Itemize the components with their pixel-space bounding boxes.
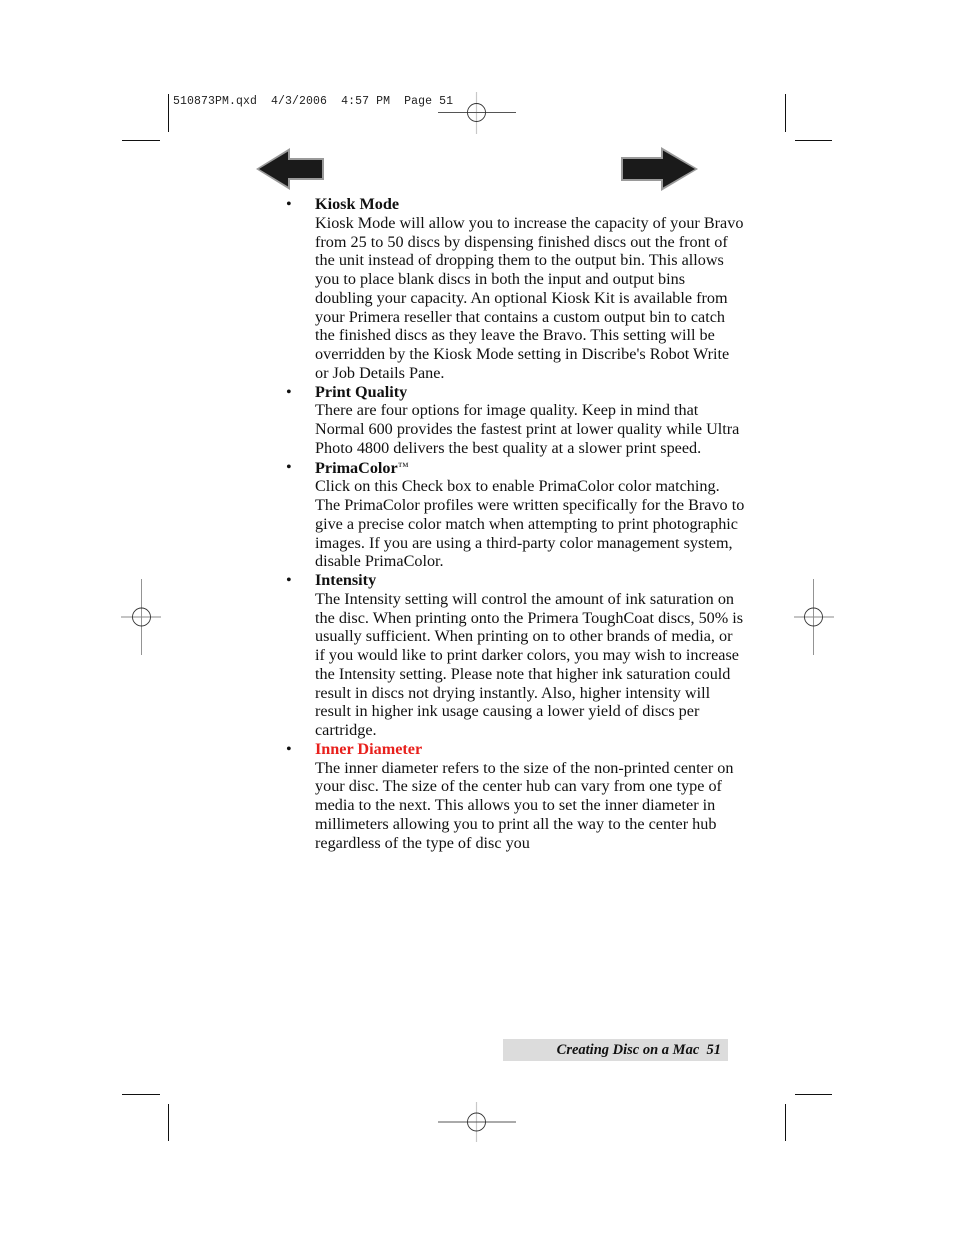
crop-mark-top-right-horizontal	[795, 140, 832, 141]
crop-mark-bottom-right-horizontal	[795, 1094, 832, 1095]
item-heading-highlighted: Inner Diameter	[315, 739, 423, 758]
trademark-symbol: ™	[397, 460, 409, 473]
crop-mark-top-right-vertical	[785, 94, 786, 132]
item-body: Click on this Check box to enable PrimaColor color matching. The PrimaColor profiles were written specifically for the Bravo to give a precise color match when attempting to print photographic images. If you are using a third-party color management system, disable PrimaColor.	[315, 477, 745, 571]
footer-page-number: 51	[706, 1042, 721, 1058]
item-body: The inner diameter refers to the size of the non-printed center on your disc. The size of the center hub can vary from one type of media to the next. This allows you to set the inner diameter in millimeters allowing you to print all the way to the center hub regardless of the type of disc you	[315, 758, 734, 852]
item-heading	[315, 458, 746, 478]
right-arrow-icon	[620, 146, 700, 192]
bullet: •	[286, 382, 292, 401]
previous-page-button[interactable]	[254, 146, 326, 192]
next-page-button[interactable]	[620, 146, 700, 192]
slug-date: 4/3/2006	[271, 95, 328, 108]
running-footer	[503, 1039, 728, 1061]
footer-section-title: Creating Disc on a Mac	[556, 1042, 700, 1058]
list-item-intensity	[286, 571, 746, 740]
bullet: •	[286, 195, 292, 213]
item-body: There are four options for image quality. Keep in mind that Normal 600 provides the fastest print at lower quality while Ultra Photo 4800 delivers the best quality at a slower print speed.	[315, 401, 740, 457]
registration-mark-bottom	[438, 1102, 516, 1142]
list-item-primacolor	[286, 458, 746, 572]
crop-mark-bottom-left-horizontal	[122, 1094, 160, 1095]
print-slug	[173, 95, 453, 108]
crop-mark-bottom-left-vertical	[168, 1104, 169, 1141]
item-heading-text: PrimaColor	[315, 458, 398, 477]
item-body: Kiosk Mode will allow you to increase the capacity of your Bravo from 25 to 50 discs by dispensing finished discs out the front of the unit instead of dropping them to the output bin. This allows you to place blank discs in both the input and output bins doubling your capacity. An optional Kiosk Kit is available from your Primera reseller that contains a custom output bin to catch the finished discs as they leave the Bravo. This setting will be overridden by the Kiosk Mode setting in Discribe's Robot Write or Job Details Pane.	[315, 213, 744, 382]
registration-mark-right	[794, 579, 834, 655]
registration-mark-top	[438, 92, 516, 134]
slug-time: 4:57 PM	[341, 95, 391, 108]
item-heading: Kiosk Mode	[315, 195, 400, 213]
bullet: •	[286, 457, 292, 476]
registration-mark-left	[121, 579, 161, 655]
crop-mark-bottom-right-vertical	[785, 1104, 786, 1141]
list-item-inner-diameter	[286, 740, 746, 853]
item-heading: Intensity	[315, 571, 377, 589]
list-item-print-quality	[286, 383, 746, 458]
crop-mark-top-left-vertical	[168, 94, 169, 132]
item-heading: Print Quality	[315, 382, 408, 401]
slug-filename: 510873PM.qxd	[173, 95, 258, 108]
left-arrow-icon	[254, 146, 326, 192]
slug-page: Page 51	[404, 95, 454, 108]
bullet: •	[286, 571, 292, 589]
document-body	[286, 195, 746, 852]
crop-mark-top-left-horizontal	[122, 140, 160, 141]
bullet: •	[286, 739, 292, 758]
item-body: The Intensity setting will control the amount of ink saturation on the disc. When printing onto the Primera ToughCoat discs, 50% is usually sufficient. When printing on to other brands of media, or if you would like to print darker colors, you may wish to increase the Intensity setting. Please note that higher ink saturation could result in discs not drying instantly. Also, higher intensity will result in higher ink usage causing a lower yield of discs per cartridge.	[315, 589, 744, 739]
list-item-kiosk-mode	[286, 195, 746, 383]
